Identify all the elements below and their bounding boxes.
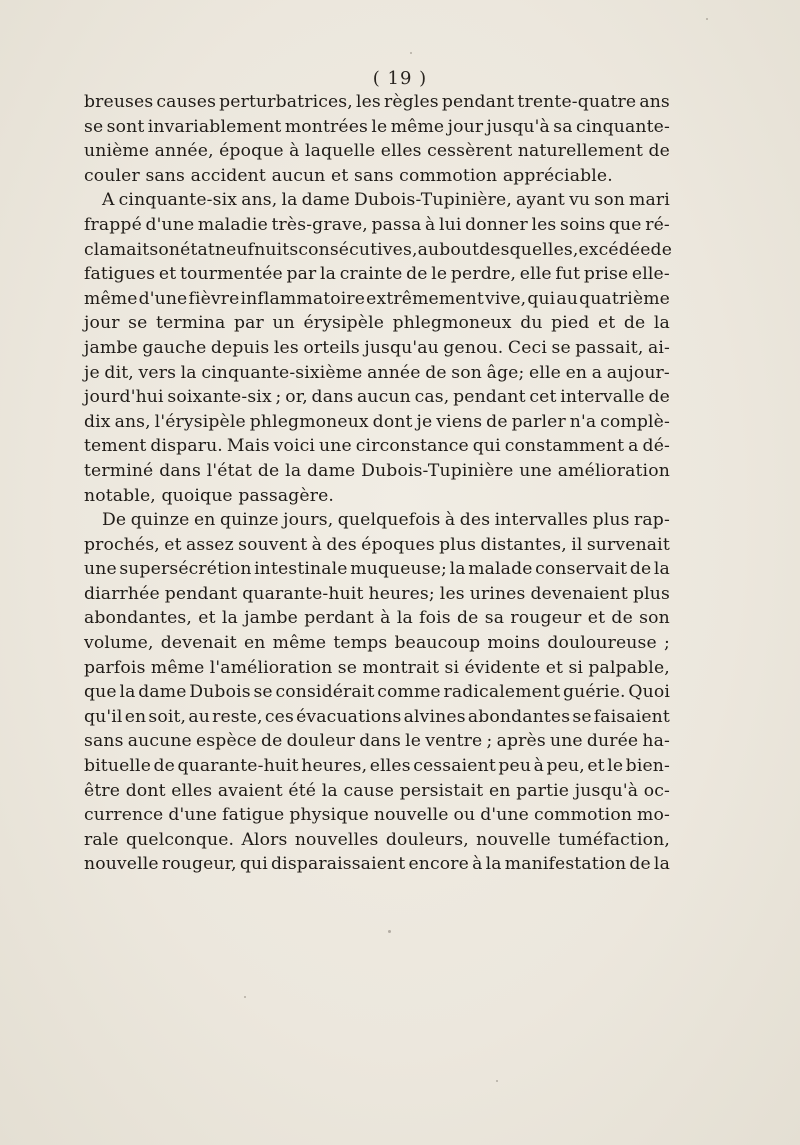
text-line: bituelle de quarante-huit heures, elles cessaient peu à peu, et le bien- xyxy=(84,756,670,777)
text-line: De quinze en quinze jours, quelquefois à des intervalles plus rap- xyxy=(102,510,670,531)
text-line: jour se termina par un érysipèle phlegmoneux du pied et de la xyxy=(84,313,670,334)
text-line: dix ans, l'érysipèle phlegmoneux dont je viens de parler n'a complè- xyxy=(84,411,670,432)
text-line: A cinquante-six ans, la dame Dubois-Tupinière, ayant vu son mari xyxy=(102,190,670,211)
text-line: fatigues et tourmentée par la crainte de le perdre, elle fut prise elle- xyxy=(84,264,670,285)
text-line: notable, quoique passagère. xyxy=(84,485,335,506)
text-line: tement disparu. Mais voici une circonstance qui constamment a dé- xyxy=(84,436,670,457)
text-line: prochés, et assez souvent à des époques plus distantes, il survenait xyxy=(84,534,670,555)
text-line: abondantes, et la jambe perdant à la fois de sa rougeur et de son xyxy=(84,608,670,629)
text-line: je dit, vers la cinquante-sixième année de son âge; elle en a aujour- xyxy=(84,362,670,383)
text-line: clamait son état neuf nuits consécutives, au bout desquelles, excédée de xyxy=(84,239,673,260)
page-number: ( 19 ) xyxy=(372,68,428,89)
text-line: rale quelconque. Alors nouvelles douleurs, nouvelle tuméfaction, xyxy=(84,829,670,850)
text-line: nouvelle rougeur, qui disparaissaient encore à la manifestation de la xyxy=(84,854,670,875)
text-line: être dont elles avaient été la cause persistait en partie jusqu'à oc- xyxy=(84,780,670,801)
text-line: couler sans accident aucun et sans commotion appréciable. xyxy=(84,165,613,186)
text-line: frappé d'une maladie très-grave, passa à lui donner les soins que ré- xyxy=(84,214,670,235)
body-text xyxy=(84,90,673,877)
text-line: jambe gauche depuis les orteils jusqu'au genou. Ceci se passait, ai- xyxy=(84,337,670,358)
text-line: sans aucune espèce de douleur dans le ventre ; après une durée ha- xyxy=(84,731,670,752)
text-line: jourd'hui soixante-six ; or, dans aucun cas, pendant cet intervalle de xyxy=(84,387,670,408)
text-line: volume, devenait en même temps beaucoup moins douloureuse ; xyxy=(84,633,670,654)
text-line: une supersécrétion intestinale muqueuse; la malade conservait de la xyxy=(84,559,670,580)
text-line: parfois même l'amélioration se montrait si évidente et si palpable, xyxy=(84,657,670,678)
text-line: terminé dans l'état de la dame Dubois-Tupinière une amélioration xyxy=(84,460,670,481)
text-line: même d'une fièvre inflammatoire extrêmement vive, qui au quatrième xyxy=(84,288,670,309)
text-line: que la dame Dubois se considérait comme radicalement guérie. Quoi xyxy=(84,682,670,703)
text-line: se sont invariablement montrées le même jour jusqu'à sa cinquante- xyxy=(84,116,670,137)
text-line: breuses causes perturbatrices, les règles pendant trente-quatre ans xyxy=(84,92,670,112)
text-line: currence d'une fatigue physique nouvelle ou d'une commotion mo- xyxy=(84,805,670,826)
text-line: unième année, époque à laquelle elles cessèrent naturellement de xyxy=(84,141,670,162)
text-line: diarrhée pendant quarante-huit heures; les urines devenaient plus xyxy=(84,583,670,604)
text-line: qu'il en soit, au reste, ces évacuations alvines abondantes se faisaient xyxy=(84,706,670,727)
